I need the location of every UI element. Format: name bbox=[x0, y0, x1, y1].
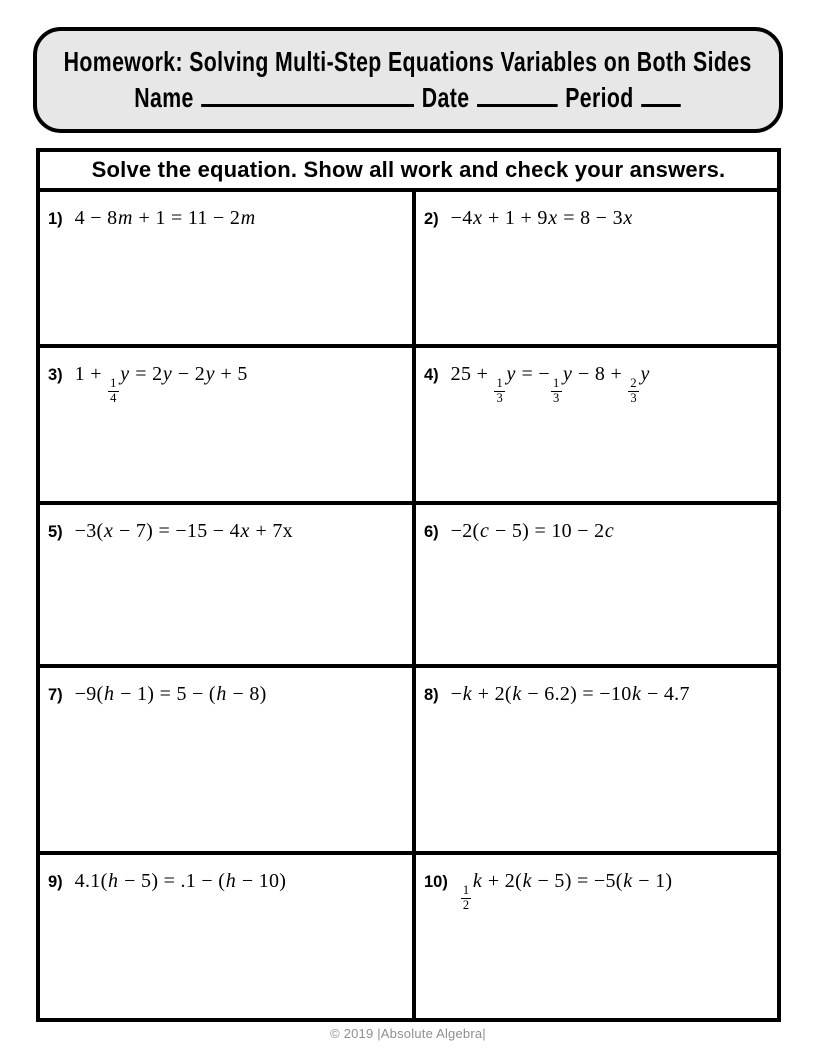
problem-5-number: 5) bbox=[48, 523, 63, 541]
problem-8-equation: −k + 2(k − 6.2) = −10k − 4.7 bbox=[450, 683, 690, 705]
problems-table bbox=[36, 148, 781, 1022]
problem-2-equation: −4x + 1 + 9x = 8 − 3x bbox=[450, 207, 633, 229]
problem-3-cell bbox=[40, 348, 412, 505]
problem-1-number: 1) bbox=[48, 210, 63, 228]
problem-4-cell bbox=[412, 348, 777, 505]
problem-1-cell bbox=[40, 192, 412, 348]
period-blank-line bbox=[642, 81, 682, 108]
problem-10-cell bbox=[412, 855, 777, 1018]
problem-4-equation: 25 + $\frac{1}{3}$ y = − $\frac{1}{3}$ y − 8 + $\frac{2}{3}$ y bbox=[450, 363, 650, 405]
worksheet-title: Homework: Solving Multi-Step Equations Variables on Both Sides bbox=[63, 46, 753, 77]
fraction: $\frac{1}{2}$ bbox=[462, 882, 470, 912]
problem-2-cell bbox=[412, 192, 777, 348]
period-label: Period bbox=[565, 82, 635, 114]
problem-9-equation: 4.1(h − 5) = .1 − (h − 10) bbox=[74, 870, 287, 892]
problem-9-number: 9) bbox=[48, 873, 63, 891]
problem-6-equation: −2(c − 5) = 10 − 2c bbox=[450, 520, 615, 542]
problem-4-number: 4) bbox=[424, 366, 439, 384]
date-label: Date bbox=[422, 82, 470, 114]
copyright-credit: © 2019 |Absolute Algebra| bbox=[330, 1026, 486, 1041]
problem-1-equation: 4 − 8m + 1 = 11 − 2m bbox=[74, 207, 256, 229]
problem-8-cell bbox=[412, 668, 777, 855]
problem-7-equation: −9(h − 1) = 5 − (h − 8) bbox=[74, 683, 267, 705]
problem-8-number: 8) bbox=[424, 686, 439, 704]
problem-2-number: 2) bbox=[424, 210, 439, 228]
problem-5-cell bbox=[40, 505, 412, 668]
name-blank-line bbox=[202, 81, 415, 108]
name-date-period-line bbox=[135, 81, 682, 115]
problem-6-number: 6) bbox=[424, 523, 439, 541]
fraction: $\frac{1}{4}$ bbox=[110, 375, 117, 405]
problem-7-cell bbox=[40, 668, 412, 855]
worksheet-title-plate bbox=[33, 27, 783, 133]
fraction: $\frac{1}{3}$ bbox=[496, 375, 504, 405]
problem-9-cell bbox=[40, 855, 412, 1018]
problem-10-equation: $\frac{1}{2}$ k + 2(k − 5) = −5(k − 1) bbox=[462, 870, 673, 912]
fraction: $\frac{2}{3}$ bbox=[630, 375, 637, 405]
problem-6-cell bbox=[412, 505, 777, 668]
instructions-bar: Solve the equation. Show all work and check your answers. bbox=[40, 152, 777, 192]
problem-5-equation: −3(x − 7) = −15 − 4x + 7x bbox=[74, 520, 293, 542]
name-label: Name bbox=[134, 82, 195, 114]
date-blank-line bbox=[477, 81, 558, 108]
fraction: $\frac{1}{3}$ bbox=[552, 375, 560, 405]
problem-3-equation: 1 + $\frac{1}{4}$ y = 2y − 2y + 5 bbox=[74, 363, 248, 405]
problem-7-number: 7) bbox=[48, 686, 63, 704]
problem-3-number: 3) bbox=[48, 366, 63, 384]
problem-10-number: 10) bbox=[424, 873, 448, 891]
